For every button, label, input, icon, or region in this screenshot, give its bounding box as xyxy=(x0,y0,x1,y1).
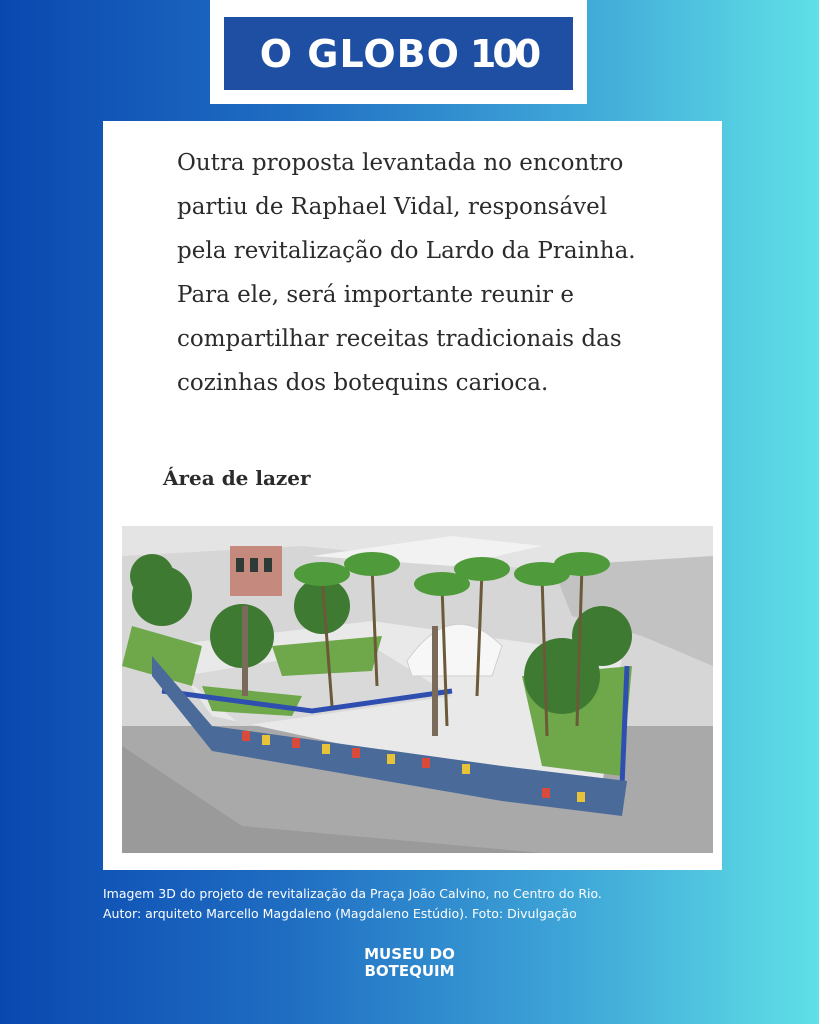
section-subheading: Área de lazer xyxy=(163,466,311,490)
article-line: Outra proposta levantada no encontro xyxy=(177,150,624,176)
caption-line: Autor: arquiteto Marcello Magdaleno (Magdaleno Estúdio). Foto: Divulgação xyxy=(103,906,577,921)
museum-logo-line: MUSEU DO xyxy=(364,945,455,963)
article-card xyxy=(103,121,722,870)
image-caption xyxy=(103,884,743,924)
o-globo-100-logo xyxy=(224,17,573,90)
article-line: partiu de Raphael Vidal, responsável xyxy=(177,194,608,220)
plaza-3d-render-image xyxy=(122,526,713,853)
article-line: cozinhas dos botequins carioca. xyxy=(177,370,549,396)
article-line: pela revitalização do Lardo da Prainha. xyxy=(177,238,636,264)
article-line: compartilhar receitas tradicionais das xyxy=(177,326,622,352)
logo-frame xyxy=(210,0,587,104)
museum-logo-line: BOTEQUIM xyxy=(364,962,455,980)
article-paragraph xyxy=(177,141,677,405)
logo-text: O GLOBO xyxy=(259,31,460,76)
museu-do-botequim-logo xyxy=(0,946,819,980)
caption-line: Imagem 3D do projeto de revitalização da Praça João Calvino, no Centro do Rio. xyxy=(103,886,602,901)
article-line: Para ele, será importante reunir e xyxy=(177,282,574,308)
plaza-render-illustration xyxy=(122,526,713,853)
logo-number: 100 xyxy=(469,31,538,76)
